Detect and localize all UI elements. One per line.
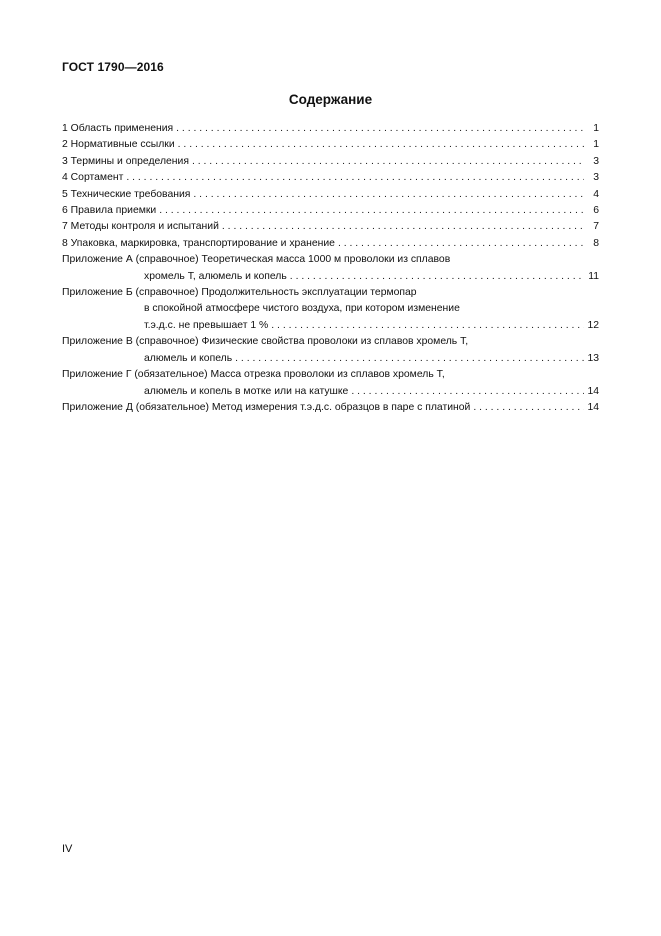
dot-leader [473,400,584,416]
page-number: IV [62,843,73,855]
toc-entry[interactable] [62,121,599,137]
dot-leader [126,170,584,186]
toc-entry-appendix-g[interactable] [62,367,599,400]
toc-entry[interactable] [62,219,599,235]
toc-entry-page: 6 [593,205,599,217]
dot-leader [178,137,584,153]
toc-entry-text: алюмель и копель в мотке или на катушке [144,385,349,397]
toc-entry-page: 12 [587,319,599,331]
toc-entry-text: 1 Область применения [62,123,174,134]
toc-entry-text: 4 Сортамент [62,172,124,184]
toc-entry-page: 1 [593,123,599,134]
dot-leader [271,318,584,334]
table-of-contents [62,121,599,416]
toc-entry-page: 14 [587,385,599,397]
toc-entry-line [62,384,599,400]
toc-entry-page: 7 [593,221,599,233]
toc-entry-text: алюмель и копель [144,352,233,364]
toc-entry-line [62,269,599,285]
toc-title: Содержание [288,92,373,107]
toc-entry-page: 13 [587,352,599,364]
dot-leader [192,154,584,170]
dot-leader [235,351,584,367]
toc-entry-text: 7 Методы контроля и испытаний [62,221,219,233]
toc-entry[interactable] [62,170,599,186]
toc-entry-text: 3 Термины и определения [62,155,189,167]
toc-entry-appendix-v[interactable] [62,334,599,367]
toc-entry-text: Приложение А (справочное) Теоретическая масса 1000 м проволоки из сплавов [62,254,451,266]
toc-entry-text: Приложение В (справочное) Физические свойства проволоки из сплавов хромель Т, [62,336,469,348]
toc-entry-text: Приложение Г (обязательное) Масса отрезка проволоки из сплавов хромель Т, [62,369,445,381]
toc-entry-line [62,351,599,367]
toc-entry[interactable] [62,236,599,252]
toc-entry-text: Приложение Б (справочное) Продолжительность эксплуатации термопар [62,287,417,299]
dot-leader [338,236,584,252]
dot-leader [176,121,584,137]
dot-leader [193,187,584,203]
toc-entry-page: 3 [593,155,599,167]
toc-entry-text: 8 Упаковка, маркировка, транспортирование и хранение [62,237,335,249]
dot-leader [159,203,584,219]
toc-entry-appendix-a[interactable] [62,252,599,285]
toc-entry-page: 3 [593,172,599,184]
dot-leader [222,219,584,235]
toc-entry[interactable] [62,203,599,219]
document-code: ГОСТ 1790—2016 [62,60,164,74]
toc-entry-page: 11 [588,270,599,282]
toc-entry-text: хромель Т, алюмель и копель [144,270,287,282]
toc-entry[interactable] [62,137,599,153]
toc-entry-text: т.э.д.с. не превышает 1 % [144,319,269,331]
toc-entry[interactable] [62,154,599,170]
toc-entry-page: 1 [593,139,599,151]
toc-entry-text: в спокойной атмосфере чистого воздуха, при котором изменение [144,303,460,315]
dot-leader [290,269,584,285]
toc-entry-page: 8 [593,237,599,249]
toc-entry-text: 6 Правила приемки [62,205,157,217]
toc-entry-text: 5 Технические требования [62,188,191,200]
toc-entry-line [62,301,599,317]
toc-entry-appendix-b[interactable] [62,285,599,334]
toc-entry-line [62,367,599,383]
toc-entry-line [62,252,599,268]
toc-entry-text: 2 Нормативные ссылки [62,139,175,151]
toc-entry-line [62,318,599,334]
toc-entry[interactable] [62,187,599,203]
toc-entry-page: 14 [587,401,599,413]
toc-entry-text: Приложение Д (обязательное) Метод измерения т.э.д.с. образцов в паре с платиной [62,401,471,413]
toc-entry-line [62,334,599,350]
toc-entry-appendix-d[interactable] [62,400,599,416]
dot-leader [351,384,584,400]
toc-entry-line [62,285,599,301]
toc-entry-page: 4 [593,188,599,200]
